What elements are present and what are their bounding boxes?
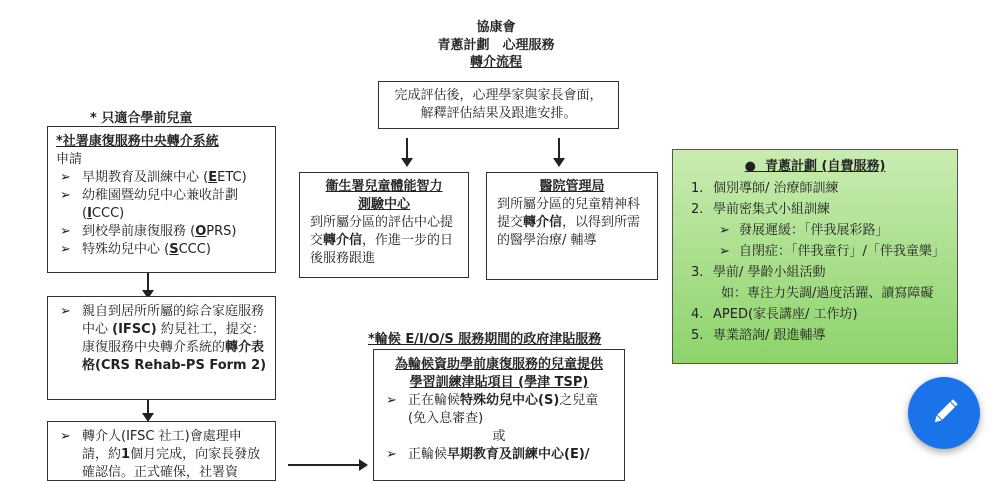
dot-bullet-icon: ● [744,159,765,174]
subsidy-or: 或 [492,429,506,444]
crs-item-iccc: ➢ 幼稚園暨幼兒中心兼收計劃 (ICCC) [60,188,239,221]
arrow-bullet-icon: ➢ [60,224,71,239]
subsidy-title: 為輪候資助學前康復服務的兒童提供 學習訓練津貼項目 (學津 TSP) [394,357,603,390]
self-pay-sub-1: ➢ 發展遲緩：「伴我展彩路」 [681,220,949,241]
dh-box [299,172,469,278]
ha-box [486,172,658,280]
arrow-referrer-to-subsidy [288,464,360,466]
assessment-line1: 完成評估後，心理學家與家長會面， [394,88,603,103]
arrow-bullet-icon: ➢ [386,393,397,408]
arrow-bullet-icon: ➢ [60,170,71,185]
self-pay-item-4: 4. APED(家長講座/ 工作坊) [691,307,858,322]
ha-title: 醫院管理局 [539,179,605,194]
edit-fab-button[interactable] [908,377,980,449]
crs-item-eetc: ➢ 早期教育及訓練中心 (EETC) [60,170,247,185]
self-pay-title: ● 青蔥計劃 (自費服務) [744,159,886,174]
arrow-bullet-icon: ➢ [60,429,71,444]
crs-item-sccc: ➢ 特殊幼兒中心 (SCCC) [60,242,211,257]
assessment-box [378,81,619,129]
arrow-crs-to-ifsc [147,273,149,291]
arrow-to-ha [558,138,560,159]
crs-title: *社署康復服務中央轉介系統 [56,134,219,149]
self-pay-item-2: 2. 學前密集式小組訓練 [691,202,831,217]
subsidy-item-e: ➢ 正輪候早期教育及訓練中心(E)/ [386,447,590,462]
flow-title: 轉介流程 [469,55,522,70]
referrer-box [47,421,276,481]
dh-text: 到所屬分區的評估中心提交轉介信，作進一步的日後服務跟進 [310,215,454,266]
crs-subtitle: 申請 [56,152,83,167]
dh-title: 衞生署兒童體能智力 測驗中心 [325,179,443,212]
self-pay-sub-2: ➢ 自閉症：「伴我童行」/「伴我童樂」 [681,241,949,262]
program-title: 青蔥計劃 心理服務 [437,38,555,53]
crs-item-oprs: ➢ 到校學前康復服務 (OPRS) [60,224,237,239]
assessment-line2: 解釋評估結果及跟進安排。 [420,106,577,121]
ha-text: 到所屬分區的兒童精神科提交轉介信，以得到所需的醫學治療/ 輔導 [497,197,641,248]
arrow-bullet-icon: ➢ [719,244,730,259]
self-pay-item-5: 5. 專業諮詢/ 跟進輔導 [691,328,826,343]
self-pay-item-1: 1. 個別導師/ 治療師訓練 [691,181,839,196]
crs-box [47,126,276,273]
self-pay-item-3-note: 如：專注力失調/過度活躍、讀寫障礙 [721,286,934,301]
ifsc-box [47,296,276,400]
self-pay-box [672,149,958,364]
arrow-bullet-icon: ➢ [60,188,71,203]
org-title: 協康會 [476,20,516,35]
ifsc-item: ➢ 親自到居所所屬的綜合家庭服務中心 (IFSC) 約見社工，提交：康復服務中央轉介系統的轉介表格(CRS Rehab-PS Form 2) [60,304,267,373]
arrow-bullet-icon: ➢ [60,304,71,319]
arrow-bullet-icon: ➢ [60,242,71,257]
referrer-item: ➢ 轉介人(IFSC 社工)會處理申請，約1個月完成，向家長發放確認信。正式確保，社署資 [60,429,261,480]
arrow-bullet-icon: ➢ [386,447,397,462]
self-pay-item-3: 3. 學前/ 學齡小組活動 [691,265,826,280]
preschool-note: * 只適合學前兒童 [90,111,193,126]
gov-subsidy-heading: *輪候 E/I/O/S 服務期間的政府津貼服務 [368,332,602,347]
subsidy-box [373,349,625,481]
subsidy-item-s: ➢ 正在輪候特殊幼兒中心(S)之兒童(免入息審查) [386,393,599,426]
arrow-to-dh [406,138,408,159]
pencil-icon [908,377,980,449]
arrow-ifsc-to-referrer [147,400,149,414]
arrow-bullet-icon: ➢ [719,223,730,238]
